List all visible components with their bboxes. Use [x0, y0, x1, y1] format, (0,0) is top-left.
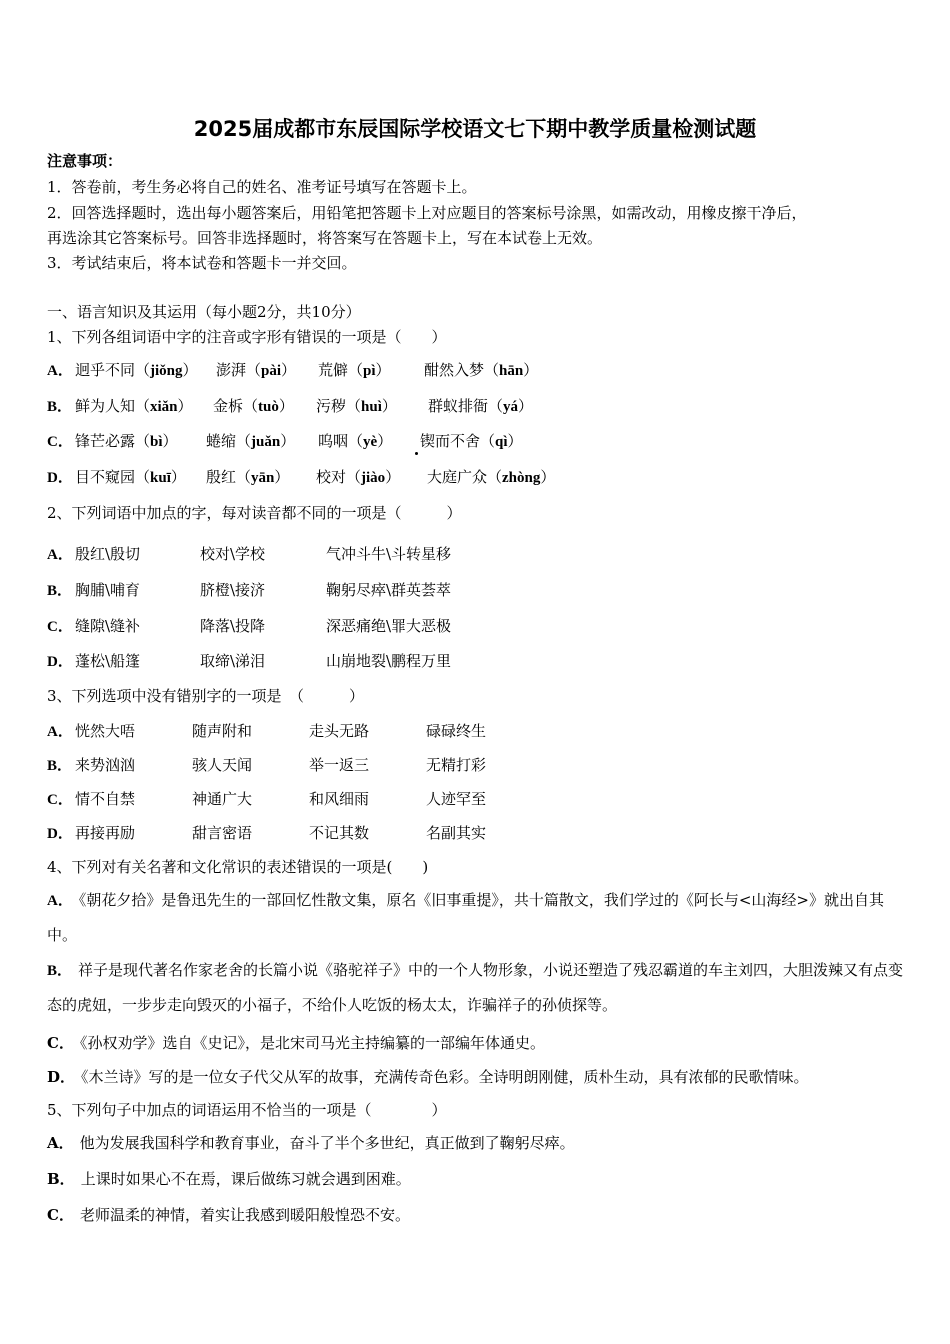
- q2-b-item-3: 鞠躬尽瘁\群英荟萃: [326, 581, 452, 599]
- q2-option-a: A．: [47, 547, 73, 563]
- option-letter: C．: [47, 434, 73, 450]
- q3-option-c: C．: [47, 792, 73, 808]
- q4-option-b: B． 祥子是现代著名作家老舍的长篇小说《骆驼祥子》中的一个人物形象，小说还塑造了残忍霸道的车主刘四，大胆泼辣又有点变态的虎妞，一步步走向毁灭的小福子，不给仆人吃饭的杨太太，诈骗祥子的孙侦探等。: [47, 961, 904, 1014]
- q2-option-d: D．: [47, 654, 73, 670]
- q1-b-item-3: 污秽（huì）: [316, 397, 397, 415]
- q3-option-a: A．: [47, 724, 73, 740]
- q2-option-b: B．: [47, 583, 73, 599]
- q3-option-b: B．: [47, 758, 73, 774]
- q1-option-d: [47, 467, 75, 488]
- q1-a-item-1: 迥乎不同（jiǒng）: [75, 361, 198, 379]
- question-4-stem: 4、下列对有关名著和文化常识的表述错误的一项是( ): [47, 858, 429, 876]
- q1-option-a: [47, 360, 75, 381]
- q4-option-c: C． 《孙权劝学》选自《史记》，是北宋司马光主持编纂的一部编年体通史。: [47, 1034, 545, 1052]
- q1-c-item-1: 锋芒必露（bì）: [75, 432, 178, 450]
- q1-b-item-1: 鲜为人知（xiǎn）: [75, 397, 193, 415]
- q1-d-item-2: 殷红（yān）: [206, 468, 290, 486]
- q2-c-item-2: 降落\投降: [200, 617, 266, 635]
- q2-a-item-2: 校对\学校: [200, 545, 266, 563]
- section-heading: 一、语言知识及其运用（每小题2分，共10分）: [47, 303, 361, 321]
- q1-d-item-3: 校对（jiào）: [316, 468, 401, 486]
- q3-d-item-4: 名副其实: [426, 824, 487, 842]
- q3-d-item-3: 不记其数: [309, 824, 370, 842]
- q3-c-item-3: 和风细雨: [309, 790, 370, 808]
- q1-b-item-2: 金柝（tuò）: [213, 397, 294, 415]
- q1-c-item-2: 蜷缩（juǎn）: [206, 432, 296, 450]
- q4-option-a: A． 《朝花夕拾》是鲁迅先生的一部回忆性散文集，原名《旧事重提》，共十篇散文，我们学过的《阿长与<山海经>》就出自其中。: [47, 891, 884, 944]
- question-1-stem: 1、下列各组词语中字的注音或字形有错误的一项是（ ）: [47, 328, 447, 346]
- q3-c-item-2: 神通广大: [192, 790, 253, 808]
- q3-a-item-3: 走头无路: [309, 722, 370, 740]
- q1-option-b: [47, 396, 75, 417]
- q3-b-item-1: 来势汹汹: [75, 756, 136, 774]
- q2-d-item-2: 取缔\涕泪: [200, 652, 266, 670]
- q1-d-item-4: 大庭广众（zhòng）: [427, 468, 556, 486]
- question-3-stem: 3、下列选项中没有错别字的一项是 （ ）: [47, 687, 365, 705]
- q2-a-item-3: 气冲斗牛\斗转星移: [326, 545, 452, 563]
- q1-a-item-3: 荒僻（pì）: [318, 361, 391, 379]
- q2-a-item-1: 殷红\殷切: [75, 545, 141, 563]
- q3-b-item-4: 无精打彩: [426, 756, 487, 774]
- question-5-stem: 5、下列句子中加点的词语运用不恰当的一项是（ ）: [47, 1101, 447, 1119]
- q3-b-item-3: 举一返三: [309, 756, 370, 774]
- notice-item: 1．答卷前，考生务必将自己的姓名、准考证号填写在答题卡上。: [47, 178, 477, 196]
- q3-a-item-4: 碌碌终生: [426, 722, 487, 740]
- option-letter: A．: [47, 363, 73, 379]
- notice-heading: 注意事项：: [47, 152, 123, 170]
- q5-option-c: C． 老师温柔的神情，着实让我感到暖阳般惶恐不安。: [47, 1206, 410, 1224]
- q1-d-item-1: 目不窥园（kuī）: [75, 468, 186, 486]
- q5-option-a: A． 他为发展我国科学和教育事业，奋斗了半个多世纪，真正做到了鞠躬尽瘁。: [47, 1134, 575, 1152]
- q5-option-b: B． 上课时如果心不在焉，课后做练习就会遇到困难。: [47, 1170, 411, 1188]
- q1-a-item-2: 澎湃（pài）: [216, 361, 297, 379]
- q3-option-d: D．: [47, 826, 73, 842]
- q1-option-c: [47, 431, 75, 452]
- q2-b-item-2: 脐橙\接济: [200, 581, 266, 599]
- q3-a-item-2: 随声附和: [192, 722, 253, 740]
- notice-item: 3．考试结束后，将本试卷和答题卡一并交回。: [47, 254, 357, 272]
- q2-c-item-3: 深恶痛绝\罪大恶极: [326, 617, 452, 635]
- q3-d-item-1: 再接再励: [75, 824, 136, 842]
- notice-item: 再选涂其它答案标号。回答非选择题时，将答案写在答题卡上，写在本试卷上无效。: [47, 229, 603, 247]
- q2-d-item-3: 山崩地裂\鹏程万里: [326, 652, 452, 670]
- notice-item: 2．回答选择题时，选出每小题答案后，用铅笔把答题卡上对应题目的答案标号涂黑，如需改动，用橡皮擦干净后，: [47, 204, 807, 222]
- q1-c-item-3: 呜咽（yè）: [318, 432, 393, 450]
- option-letter: D．: [47, 470, 73, 486]
- q3-c-item-4: 人迹罕至: [426, 790, 487, 808]
- q2-option-c: C．: [47, 619, 73, 635]
- question-2-stem: 2、下列词语中加点的字，每对读音都不同的一项是（ ）: [47, 504, 462, 522]
- q1-a-item-4: 酣然入梦（hān）: [424, 361, 539, 379]
- q2-c-item-1: 缝隙\缝补: [75, 617, 141, 635]
- q3-a-item-1: 恍然大唔: [75, 722, 136, 740]
- q2-b-item-1: 胸脯\哺育: [75, 581, 141, 599]
- q3-c-item-1: 情不自禁: [75, 790, 136, 808]
- option-letter: B．: [47, 399, 73, 415]
- q3-d-item-2: 甜言密语: [192, 824, 253, 842]
- q4-option-d: D． 《木兰诗》写的是一位女子代父从军的故事，充满传奇色彩。全诗明朗刚健，质朴生动，具有浓郁的民歌情味。: [47, 1068, 809, 1086]
- q3-b-item-2: 骇人天闻: [192, 756, 253, 774]
- q1-c-item-4: 锲而不舍（qì）: [420, 432, 523, 450]
- page-title: 2025届成都市东辰国际学校语文七下期中教学质量检测试题: [193, 117, 757, 141]
- q1-b-item-4: 群蚁排衙（yá）: [428, 397, 534, 415]
- emphasis-dot: [415, 452, 418, 455]
- q2-d-item-1: 蓬松\船篷: [75, 652, 141, 670]
